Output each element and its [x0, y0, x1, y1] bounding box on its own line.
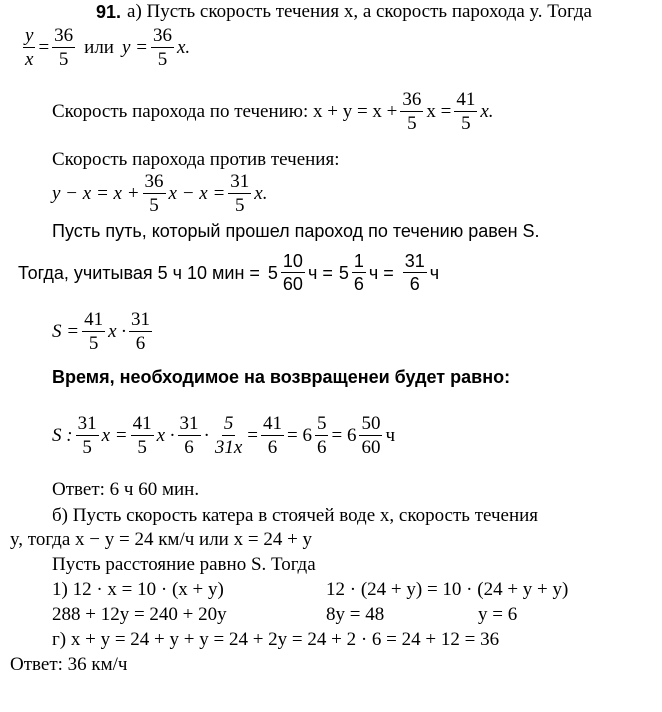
upstream-start: y − x = x + — [52, 183, 140, 204]
rf-p2: x · — [156, 425, 175, 446]
fraction-31-6: $\frac{31}{6}$ — [404, 251, 425, 294]
upstream-mid: x − x = — [168, 183, 226, 204]
fraction-31-5-b: $\frac{31}{5}$ — [77, 413, 97, 458]
rf-p1: x = — [101, 425, 128, 446]
var-x: x. — [177, 37, 191, 58]
x-dot: x · — [108, 321, 127, 342]
intro-text: а) Пусть скорость течения x, а скорость парохода y. Тогда — [127, 1, 592, 22]
fraction-36-5-d: $\frac{36}{5}$ — [144, 171, 164, 216]
fraction-1-6: $\frac{1}{6}$ — [353, 251, 364, 294]
y-equals: y = — [121, 37, 148, 58]
downstream-text: Скорость парохода по течению: x + y = x + — [52, 101, 398, 122]
equals: = — [38, 37, 50, 58]
fraction-31-6-c: $\frac{31}{6}$ — [179, 413, 199, 458]
fraction-10-60: $\frac{10}{60}$ — [282, 251, 303, 294]
time-start: Тогда, учитывая 5 ч 10 мин = — [18, 262, 260, 283]
rf-p5: = 6 — [287, 425, 312, 446]
fraction-36-5: $\frac{36}{5}$ — [54, 25, 74, 70]
fraction-36-5-c: $\frac{36}{5}$ — [402, 89, 422, 134]
problem-number: 91. — [96, 1, 122, 22]
line-s-formula — [52, 310, 155, 353]
unit-h-2: ч = — [368, 262, 394, 283]
fraction-50-60: $\frac{50}{60}$ — [361, 413, 381, 458]
fraction-41-6: $\frac{41}{6}$ — [263, 413, 283, 458]
eq1-right: 12 · (24 + y) = 10 · (24 + y + y) — [326, 579, 569, 600]
rf-p7: ч — [385, 425, 396, 446]
fraction-5-31x: $\frac{5}{31x}$ — [214, 413, 243, 458]
s-colon: S : — [52, 425, 73, 446]
whole-5: 5 — [267, 262, 278, 283]
fraction-5-6: $\frac{5}{6}$ — [316, 413, 327, 458]
s-equals: S = — [52, 321, 80, 342]
answer-a: Ответ: 6 ч 60 мин. — [52, 479, 200, 500]
eq3: г) x + y = 24 + y + y = 24 + 2y = 24 + 2 · 6 = 24 + 12 = 36 — [52, 629, 500, 650]
rf-p6: = 6 — [331, 425, 357, 446]
whole-5-b: 5 — [338, 262, 349, 283]
or-word: или — [84, 37, 114, 58]
fraction-41-5-c: $\frac{41}{5}$ — [132, 413, 152, 458]
unit-h-1: ч = — [307, 262, 333, 283]
part-b-line3: Пусть расстояние равно S. Тогда — [52, 554, 316, 575]
line-intro — [96, 2, 592, 21]
part-b-line1: б) Пусть скорость катера в стоячей воде x, скорость течения — [52, 505, 539, 526]
return-label: Время, необходимое на возвращенеи будет равно: — [52, 367, 511, 387]
rf-p3: · — [203, 425, 210, 446]
rf-p4: = — [247, 425, 259, 446]
part-b-line2: y, тогда x − y = 24 км/ч или x = 24 + y — [10, 529, 313, 550]
upstream-end: x. — [254, 183, 268, 204]
line-downstream — [52, 90, 494, 133]
eq2-mid: 8y = 48 — [326, 604, 385, 625]
line-time — [18, 252, 439, 293]
fraction-41-5-b: $\frac{41}{5}$ — [84, 309, 104, 354]
upstream-label: Скорость парохода против течения: — [52, 149, 340, 170]
fraction-y-over-x: $\frac{y}{x}$ — [25, 25, 34, 70]
downstream-end: x. — [480, 101, 494, 122]
fraction-31-6-b: $\frac{31}{6}$ — [131, 309, 151, 354]
unit-h-3: ч — [429, 262, 440, 283]
answer-b: Ответ: 36 км/ч — [10, 654, 128, 675]
eq1-left: 1) 12 · x = 10 · (x + y) — [52, 579, 224, 600]
line-ratio — [20, 26, 190, 69]
fraction-31-5: $\frac{31}{5}$ — [230, 171, 250, 216]
line-return-formula — [52, 414, 395, 457]
fraction-41-5: $\frac{41}{5}$ — [456, 89, 476, 134]
fraction-36-5-b: $\frac{36}{5}$ — [153, 25, 172, 70]
downstream-mid: x = — [426, 101, 452, 122]
eq2-left: 288 + 12y = 240 + 20y — [52, 604, 227, 625]
eq2-right: y = 6 — [478, 604, 518, 625]
line-upstream — [52, 172, 267, 215]
path-text: Пусть путь, который прошел пароход по течению равен S. — [52, 221, 540, 241]
